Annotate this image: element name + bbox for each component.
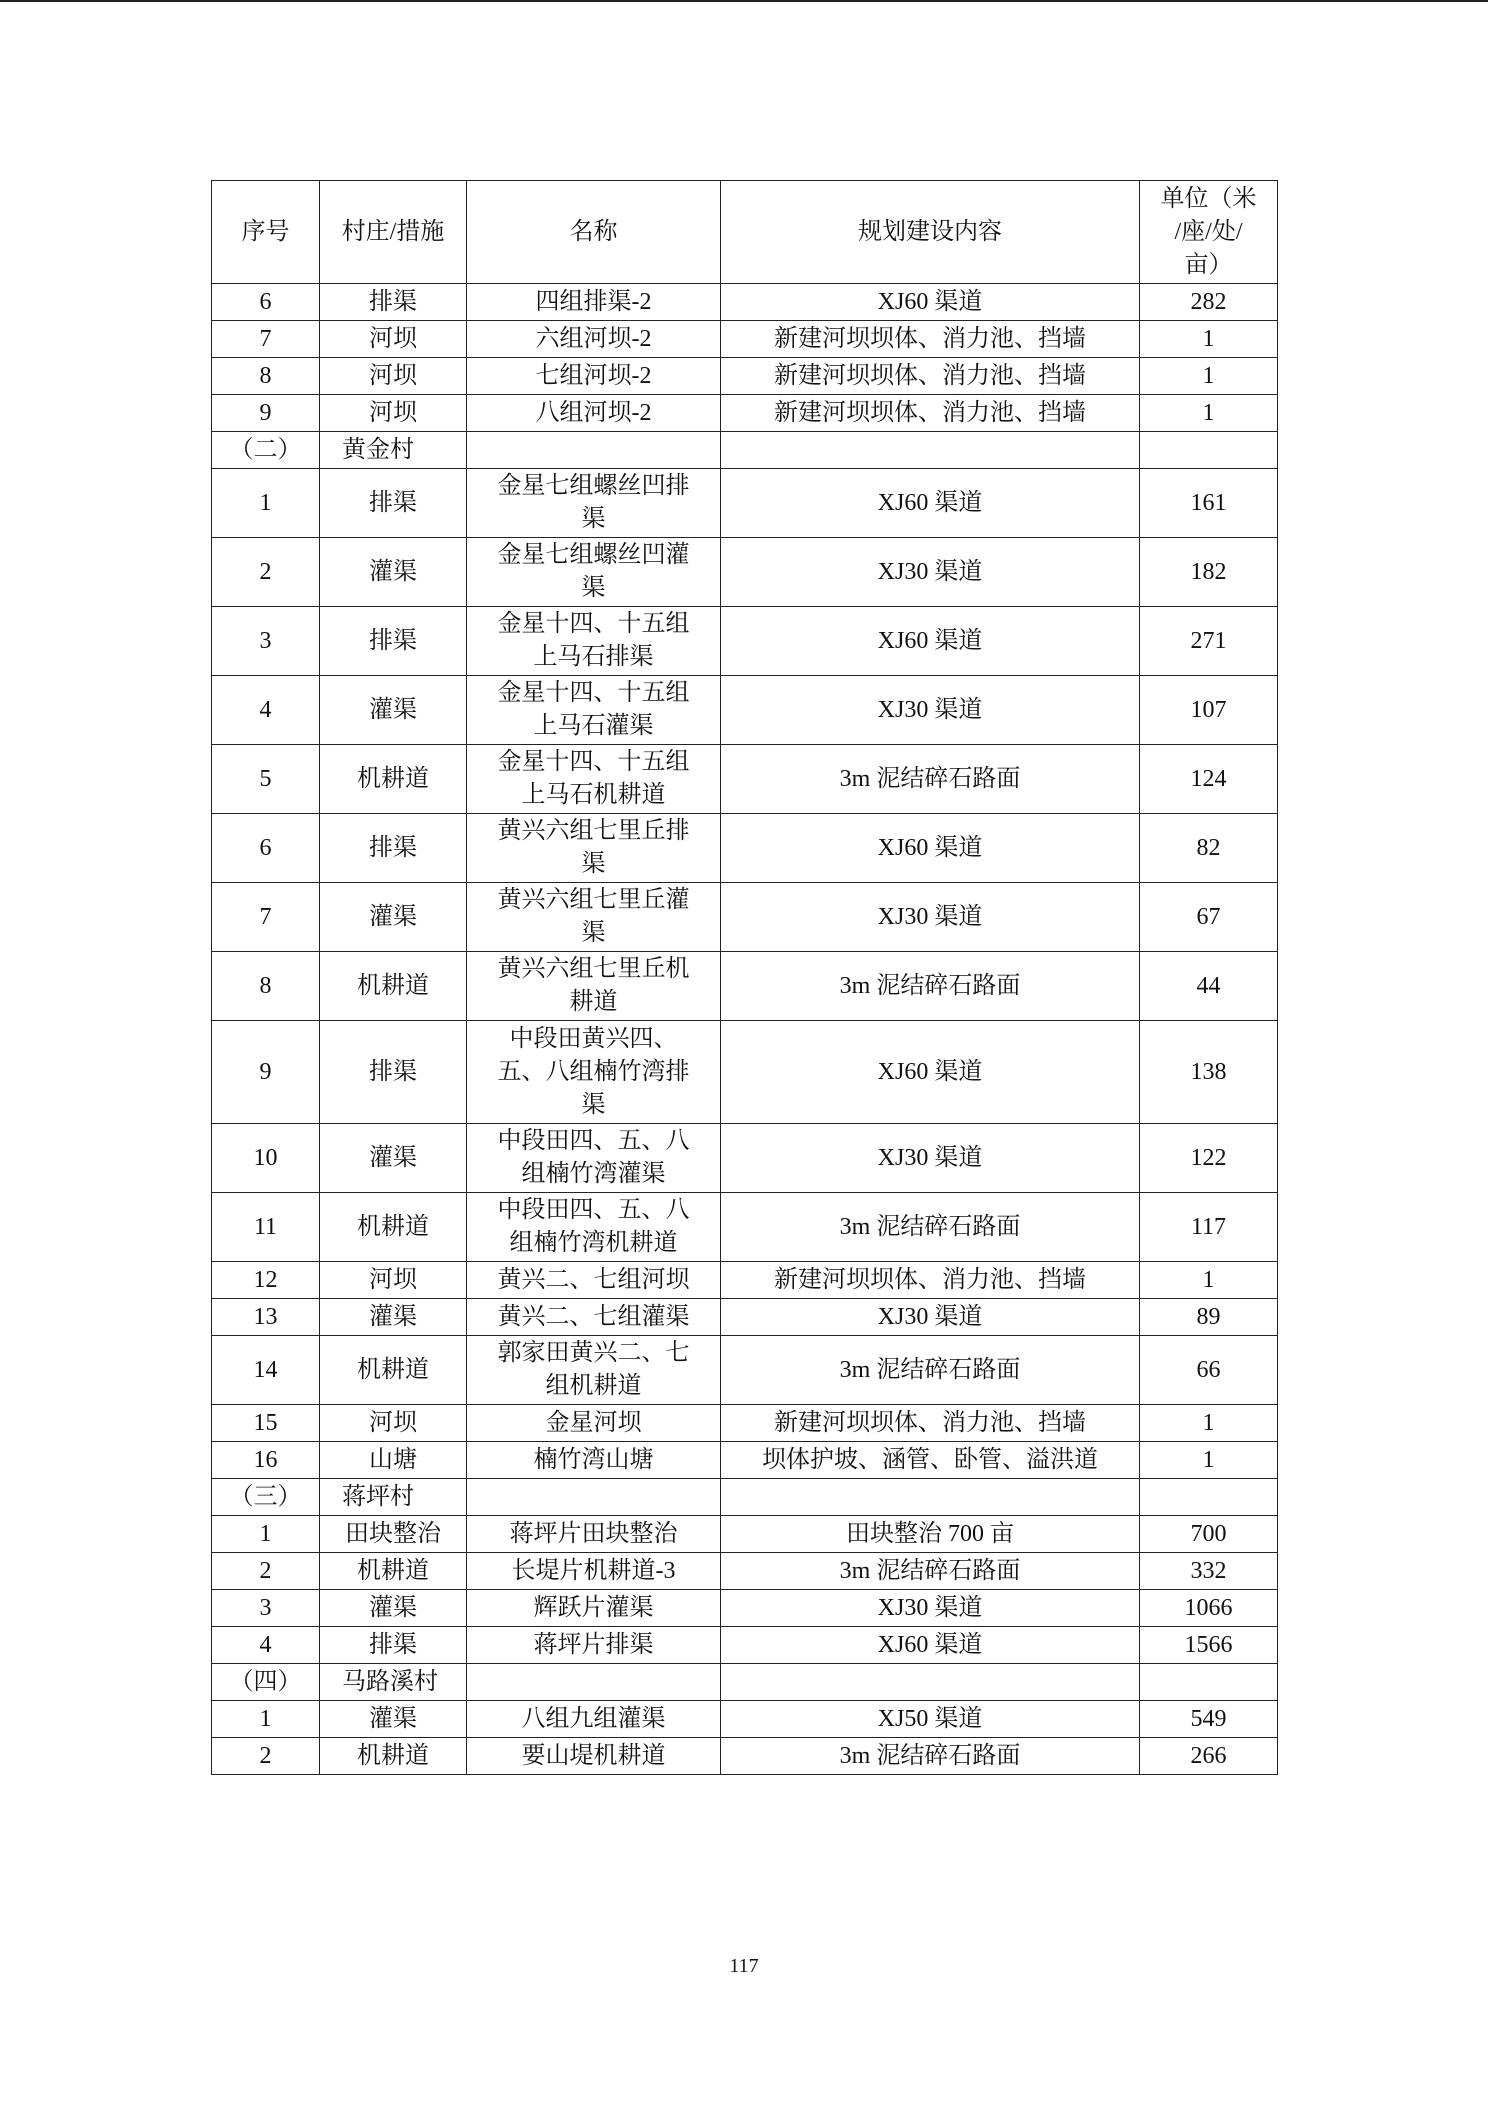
- cell-measure: 机耕道: [320, 952, 467, 1021]
- table-row: [212, 284, 1278, 321]
- cell-content: XJ30 渠道: [721, 883, 1140, 952]
- cell-quantity: 282: [1140, 284, 1278, 321]
- cell-measure: 河坝: [320, 358, 467, 395]
- cell-measure: 灌渠: [320, 1701, 467, 1738]
- project-table: [211, 180, 1278, 1775]
- cell-name: 蒋坪片排渠: [467, 1627, 721, 1664]
- cell-no: 2: [212, 538, 320, 607]
- cell-content: XJ60 渠道: [721, 814, 1140, 883]
- table-row: [212, 395, 1278, 432]
- header-unit: 单位（米 /座/处/ 亩）: [1140, 181, 1278, 284]
- cell-content: XJ60 渠道: [721, 607, 1140, 676]
- empty-cell: [1140, 432, 1278, 469]
- cell-no: 3: [212, 607, 320, 676]
- cell-measure: 河坝: [320, 1405, 467, 1442]
- cell-measure: 河坝: [320, 1262, 467, 1299]
- cell-name: 金星河坝: [467, 1405, 721, 1442]
- cell-content: XJ30 渠道: [721, 1124, 1140, 1193]
- cell-no: 15: [212, 1405, 320, 1442]
- section-no: （三）: [212, 1479, 320, 1516]
- cell-quantity: 1: [1140, 358, 1278, 395]
- cell-measure: 排渠: [320, 284, 467, 321]
- cell-measure: 机耕道: [320, 1336, 467, 1405]
- cell-measure: 排渠: [320, 1627, 467, 1664]
- cell-no: 11: [212, 1193, 320, 1262]
- cell-name: 金星十四、十五组 上马石灌渠: [467, 676, 721, 745]
- cell-name: 六组河坝-2: [467, 321, 721, 358]
- cell-no: 5: [212, 745, 320, 814]
- empty-cell: [467, 1479, 721, 1516]
- table-row: [212, 1701, 1278, 1738]
- cell-quantity: 271: [1140, 607, 1278, 676]
- cell-no: 7: [212, 883, 320, 952]
- cell-name: 四组排渠-2: [467, 284, 721, 321]
- cell-no: 4: [212, 1627, 320, 1664]
- table-row: [212, 1193, 1278, 1262]
- cell-quantity: 1566: [1140, 1627, 1278, 1664]
- page-top-border: [0, 0, 1488, 2]
- cell-name: 长堤片机耕道-3: [467, 1553, 721, 1590]
- cell-measure: 河坝: [320, 321, 467, 358]
- cell-measure: 河坝: [320, 395, 467, 432]
- cell-quantity: 44: [1140, 952, 1278, 1021]
- cell-measure: 灌渠: [320, 1124, 467, 1193]
- table-row: [212, 1627, 1278, 1664]
- cell-no: 9: [212, 395, 320, 432]
- header-content: 规划建设内容: [721, 181, 1140, 284]
- cell-quantity: 182: [1140, 538, 1278, 607]
- cell-content: XJ30 渠道: [721, 538, 1140, 607]
- cell-content: 新建河坝坝体、消力池、挡墙: [721, 358, 1140, 395]
- cell-measure: 山塘: [320, 1442, 467, 1479]
- table-row: [212, 676, 1278, 745]
- empty-cell: [467, 432, 721, 469]
- cell-name: 黄兴六组七里丘机 耕道: [467, 952, 721, 1021]
- cell-content: XJ60 渠道: [721, 1021, 1140, 1124]
- cell-quantity: 1: [1140, 1262, 1278, 1299]
- table-row: [212, 1590, 1278, 1627]
- cell-name: 金星十四、十五组 上马石机耕道: [467, 745, 721, 814]
- cell-content: 坝体护坡、涵管、卧管、溢洪道: [721, 1442, 1140, 1479]
- cell-quantity: 1066: [1140, 1590, 1278, 1627]
- cell-measure: 灌渠: [320, 676, 467, 745]
- cell-no: 1: [212, 469, 320, 538]
- empty-cell: [1140, 1664, 1278, 1701]
- cell-name: 黄兴六组七里丘灌 渠: [467, 883, 721, 952]
- table-row: [212, 469, 1278, 538]
- cell-no: 9: [212, 1021, 320, 1124]
- empty-cell: [721, 1664, 1140, 1701]
- cell-name: 蒋坪片田块整治: [467, 1516, 721, 1553]
- section-row: [212, 1664, 1278, 1701]
- cell-no: 2: [212, 1738, 320, 1775]
- table-row: [212, 1262, 1278, 1299]
- cell-no: 1: [212, 1701, 320, 1738]
- cell-no: 16: [212, 1442, 320, 1479]
- cell-measure: 灌渠: [320, 1299, 467, 1336]
- cell-name: 金星七组螺丝凹排 渠: [467, 469, 721, 538]
- table-header-row: [212, 181, 1278, 284]
- cell-no: 6: [212, 284, 320, 321]
- cell-quantity: 1: [1140, 1405, 1278, 1442]
- cell-quantity: 161: [1140, 469, 1278, 538]
- table-row: [212, 538, 1278, 607]
- cell-content: XJ50 渠道: [721, 1701, 1140, 1738]
- table-row: [212, 1738, 1278, 1775]
- cell-measure: 田块整治: [320, 1516, 467, 1553]
- header-village-measure: 村庄/措施: [320, 181, 467, 284]
- section-no: （二）: [212, 432, 320, 469]
- cell-no: 2: [212, 1553, 320, 1590]
- cell-name: 金星十四、十五组 上马石排渠: [467, 607, 721, 676]
- section-village: 蒋坪村: [320, 1479, 467, 1516]
- cell-name: 八组河坝-2: [467, 395, 721, 432]
- cell-name: 中段田四、五、八 组楠竹湾灌渠: [467, 1124, 721, 1193]
- cell-name: 八组九组灌渠: [467, 1701, 721, 1738]
- cell-content: XJ60 渠道: [721, 1627, 1140, 1664]
- cell-no: 6: [212, 814, 320, 883]
- cell-content: 3m 泥结碎石路面: [721, 745, 1140, 814]
- cell-content: 3m 泥结碎石路面: [721, 1336, 1140, 1405]
- cell-no: 8: [212, 358, 320, 395]
- table-row: [212, 321, 1278, 358]
- cell-no: 1: [212, 1516, 320, 1553]
- cell-name: 中段田黄兴四、 五、八组楠竹湾排 渠: [467, 1021, 721, 1124]
- cell-quantity: 138: [1140, 1021, 1278, 1124]
- cell-quantity: 89: [1140, 1299, 1278, 1336]
- cell-content: 新建河坝坝体、消力池、挡墙: [721, 321, 1140, 358]
- cell-no: 10: [212, 1124, 320, 1193]
- cell-content: 新建河坝坝体、消力池、挡墙: [721, 1405, 1140, 1442]
- table-row: [212, 358, 1278, 395]
- cell-quantity: 67: [1140, 883, 1278, 952]
- cell-measure: 机耕道: [320, 1553, 467, 1590]
- section-no: （四）: [212, 1664, 320, 1701]
- cell-no: 4: [212, 676, 320, 745]
- cell-no: 3: [212, 1590, 320, 1627]
- cell-name: 黄兴二、七组灌渠: [467, 1299, 721, 1336]
- empty-cell: [721, 1479, 1140, 1516]
- header-no: 序号: [212, 181, 320, 284]
- table-row: [212, 1553, 1278, 1590]
- cell-measure: 排渠: [320, 469, 467, 538]
- cell-name: 金星七组螺丝凹灌 渠: [467, 538, 721, 607]
- section-row: [212, 1479, 1278, 1516]
- table-row: [212, 883, 1278, 952]
- cell-measure: 灌渠: [320, 883, 467, 952]
- cell-content: 3m 泥结碎石路面: [721, 1553, 1140, 1590]
- section-row: [212, 432, 1278, 469]
- cell-name: 七组河坝-2: [467, 358, 721, 395]
- cell-no: 7: [212, 321, 320, 358]
- table-row: [212, 1405, 1278, 1442]
- cell-quantity: 124: [1140, 745, 1278, 814]
- cell-no: 13: [212, 1299, 320, 1336]
- cell-measure: 机耕道: [320, 745, 467, 814]
- cell-name: 中段田四、五、八 组楠竹湾机耕道: [467, 1193, 721, 1262]
- cell-quantity: 1: [1140, 1442, 1278, 1479]
- page-number: 117: [729, 1955, 759, 1977]
- cell-quantity: 1: [1140, 395, 1278, 432]
- cell-content: 3m 泥结碎石路面: [721, 952, 1140, 1021]
- table-row: [212, 814, 1278, 883]
- cell-measure: 排渠: [320, 814, 467, 883]
- table-row: [212, 1336, 1278, 1405]
- cell-measure: 排渠: [320, 607, 467, 676]
- cell-quantity: 266: [1140, 1738, 1278, 1775]
- cell-quantity: 66: [1140, 1336, 1278, 1405]
- cell-no: 14: [212, 1336, 320, 1405]
- cell-quantity: 332: [1140, 1553, 1278, 1590]
- cell-name: 辉跃片灌渠: [467, 1590, 721, 1627]
- cell-content: XJ60 渠道: [721, 284, 1140, 321]
- cell-measure: 灌渠: [320, 1590, 467, 1627]
- table-row: [212, 952, 1278, 1021]
- table-row: [212, 1516, 1278, 1553]
- cell-content: XJ30 渠道: [721, 676, 1140, 745]
- cell-measure: 机耕道: [320, 1738, 467, 1775]
- cell-quantity: 117: [1140, 1193, 1278, 1262]
- cell-measure: 灌渠: [320, 538, 467, 607]
- cell-name: 楠竹湾山塘: [467, 1442, 721, 1479]
- cell-measure: 机耕道: [320, 1193, 467, 1262]
- cell-no: 8: [212, 952, 320, 1021]
- section-village: 马路溪村: [320, 1664, 467, 1701]
- cell-name: 要山堤机耕道: [467, 1738, 721, 1775]
- cell-content: XJ30 渠道: [721, 1590, 1140, 1627]
- cell-quantity: 122: [1140, 1124, 1278, 1193]
- cell-content: 3m 泥结碎石路面: [721, 1738, 1140, 1775]
- cell-quantity: 107: [1140, 676, 1278, 745]
- header-name: 名称: [467, 181, 721, 284]
- empty-cell: [467, 1664, 721, 1701]
- empty-cell: [721, 432, 1140, 469]
- cell-content: 3m 泥结碎石路面: [721, 1193, 1140, 1262]
- table-row: [212, 745, 1278, 814]
- table-row: [212, 607, 1278, 676]
- table-row: [212, 1124, 1278, 1193]
- cell-quantity: 549: [1140, 1701, 1278, 1738]
- cell-content: XJ30 渠道: [721, 1299, 1140, 1336]
- table-row: [212, 1299, 1278, 1336]
- cell-name: 黄兴二、七组河坝: [467, 1262, 721, 1299]
- cell-measure: 排渠: [320, 1021, 467, 1124]
- cell-content: 新建河坝坝体、消力池、挡墙: [721, 1262, 1140, 1299]
- cell-content: 新建河坝坝体、消力池、挡墙: [721, 395, 1140, 432]
- cell-quantity: 82: [1140, 814, 1278, 883]
- cell-name: 郭家田黄兴二、七 组机耕道: [467, 1336, 721, 1405]
- section-village: 黄金村: [320, 432, 467, 469]
- table-row: [212, 1442, 1278, 1479]
- cell-no: 12: [212, 1262, 320, 1299]
- cell-quantity: 700: [1140, 1516, 1278, 1553]
- cell-quantity: 1: [1140, 321, 1278, 358]
- empty-cell: [1140, 1479, 1278, 1516]
- cell-content: 田块整治 700 亩: [721, 1516, 1140, 1553]
- cell-name: 黄兴六组七里丘排 渠: [467, 814, 721, 883]
- table-row: [212, 1021, 1278, 1124]
- cell-content: XJ60 渠道: [721, 469, 1140, 538]
